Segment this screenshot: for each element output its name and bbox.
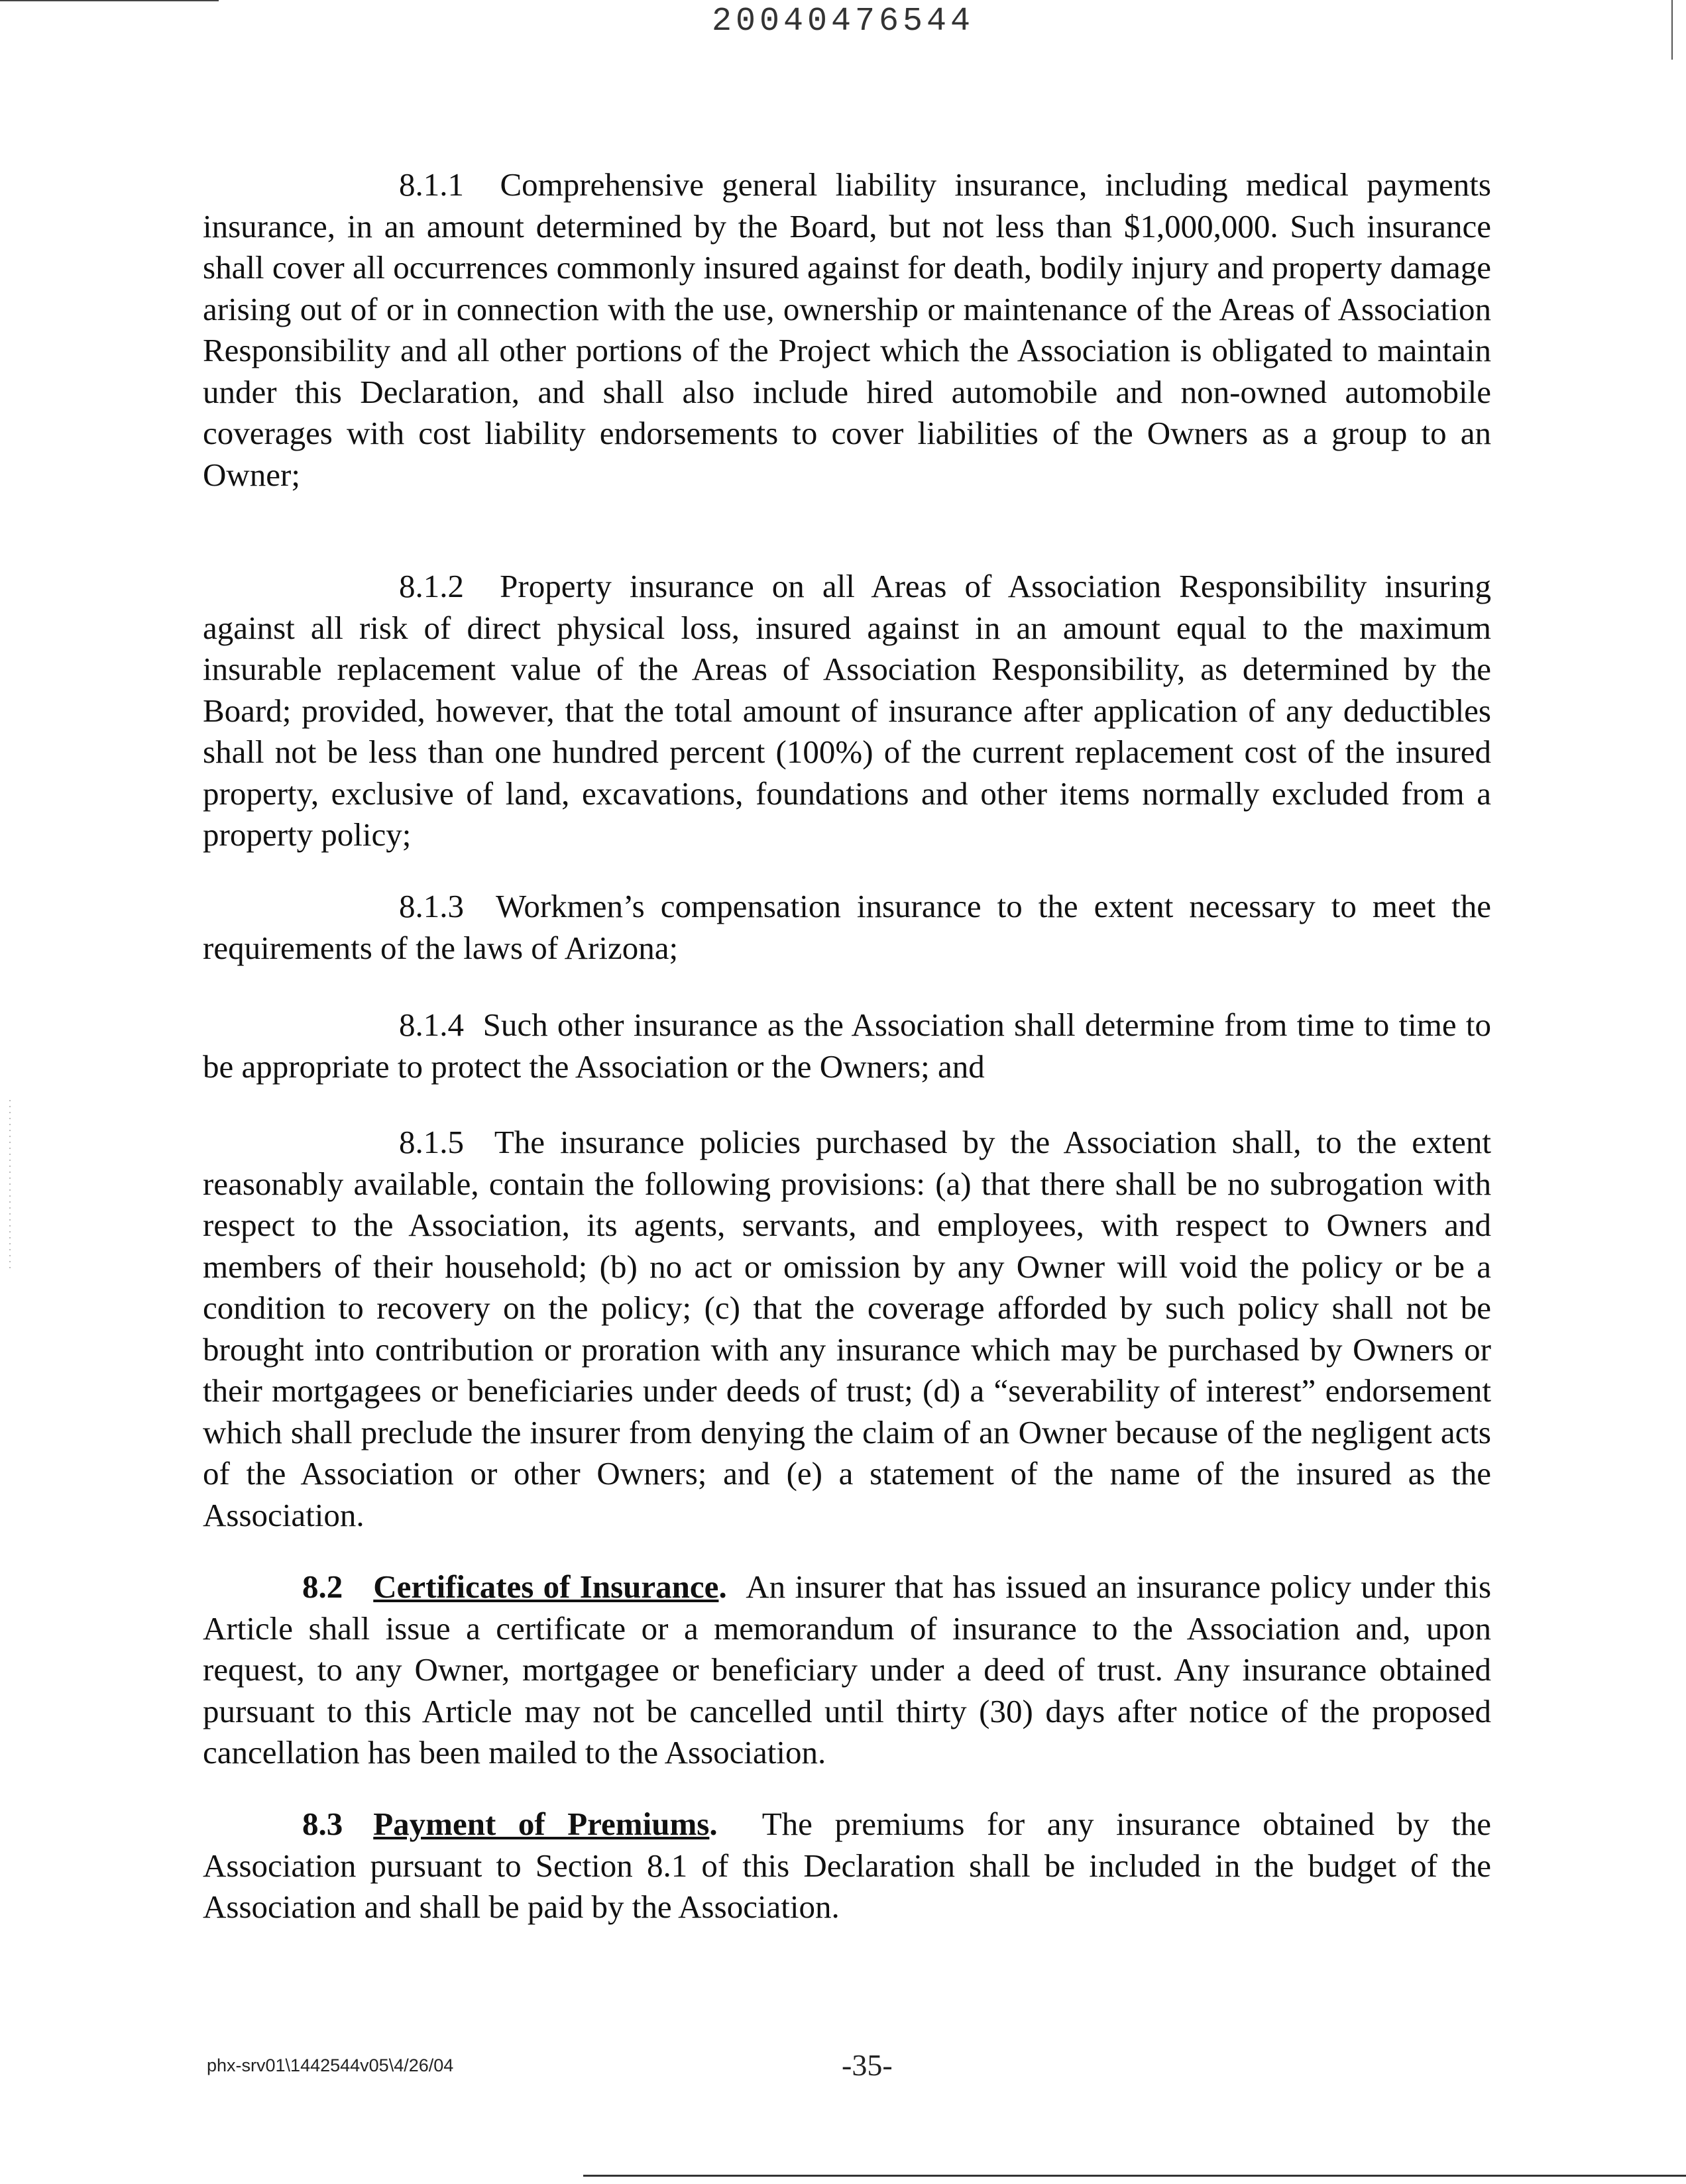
scan-edge-line-top — [0, 0, 219, 1]
section-number: 8.3 — [302, 1806, 343, 1842]
section-8-2: 8.2 Certificates of Insurance. An insurer that has issued an insurance policy under this Article shall issue a certificate or a memorandum of insurance to the Association and, upon request, to any Owner, mortgagee or beneficiary under a deed of trust. Any insurance obtained pursuant to this Article may not be cancelled until thirty (30) days after notice of the proposed cancellation has been mailed to the Association. — [203, 1568, 1492, 1771]
footer-file-id: phx-srv01\1442544v05\4/26/04 — [207, 2055, 454, 2075]
section-title: Certificates of Insurance — [373, 1568, 719, 1605]
subsection-text: Property insurance on all Areas of Association Responsibility insuring against all risk of direct physical loss, insured against in an amount equal to the maximum insurable replacement value of the Areas of Association Responsibility, as determined by the Board; provided, however, that the total amount of insurance after application of any deductibles shall not be less than one hundred percent (100%) of the current replacement cost of the insured property, exclusive of land, excavations, foundations and other items normally excluded from a property policy; — [203, 568, 1492, 853]
subsection-number: 8.1.2 — [399, 568, 464, 604]
section-number: 8.2 — [302, 1568, 343, 1605]
page-number: -35- — [842, 2048, 893, 2082]
subsection-8-1-2 — [203, 566, 1491, 856]
recording-document-number: 20040476544 — [711, 3, 975, 40]
section-text: The premiums for any insurance obtained by the Association pursuant to Section 8.1 of this Declaration shall be included in the budget of the Association and shall be paid by the Association. — [203, 1806, 1492, 1925]
subsection-8-1-1 — [203, 164, 1491, 496]
scan-edge-line-bottom — [583, 2175, 1686, 2177]
subsection-number: 8.1.3 — [399, 888, 464, 924]
section-8-3: 8.3 Payment of Premiums. The premiums for any insurance obtained by the Association pursuant to Section 8.1 of this Declaration shall be included in the budget of the Association and shall be paid by the Association. — [203, 1806, 1492, 1925]
subsection-text: Comprehensive general liability insurance, including medical payments insurance, in an amount determined by the Board, but not less than $1,000,000. Such insurance shall cover all occurrences commonly insured against for death, bodily injury and property damage arising out of or in connection with the use, ownership or maintenance of the Areas of Association Responsibility and all other portions of the Project which the Association is obligated to maintain under this Declaration, and shall also include hired automobile and non-owned automobile coverages with cost liability endorsements to cover liabilities of the Owners as a group to an Owner; — [203, 166, 1491, 493]
subsection-number: 8.1.1 — [399, 166, 464, 203]
subsection-8-1-5 — [203, 1122, 1491, 1536]
subsection-number: 8.1.4 — [399, 1007, 464, 1043]
section-text: An insurer that has issued an insurance policy under this Article shall issue a certificate or a memorandum of insurance to the Association and, upon request, to any Owner, mortgagee or beneficiary under a deed of trust. Any insurance obtained pursuant to this Article may not be cancelled until thirty (30) days after notice of the proposed cancellation has been mailed to the Association. — [203, 1568, 1492, 1771]
subsection-8-1-4 — [203, 1005, 1491, 1087]
subsection-text: The insurance policies purchased by the Association shall, to the extent reasonably available, contain the following provisions: (a) that there shall be no subrogation with respect to the Association, its agents, servants, and employees, with respect to Owners and members of their household; (b) no act or omission by any Owner will void the policy or be a condition to recovery on the policy; (c) that the coverage afforded by such policy shall not be brought into contribution or proration with any insurance which may be purchased by Owners or their mortgagees or beneficiaries under deeds of trust; (d) a “severability of interest” endorsement which shall preclude the insurer from denying the claim of an Owner because of the negligent acts of the Association or other Owners; and (e) a statement of the name of the insured as the Association. — [203, 1124, 1492, 1533]
section-title: Payment of Premiums — [373, 1806, 710, 1842]
subsection-text: Such other insurance as the Association shall determine from time to time to be appropriate to protect the Association or the Owners; and — [203, 1007, 1491, 1085]
subsection-text: Workmen’s compensation insurance to the extent necessary to meet the requirements of the laws of Arizona; — [203, 888, 1491, 966]
subsection-8-1-3 — [203, 886, 1491, 969]
scan-margin-speckle — [9, 1100, 11, 1272]
subsection-number: 8.1.5 — [399, 1124, 464, 1160]
